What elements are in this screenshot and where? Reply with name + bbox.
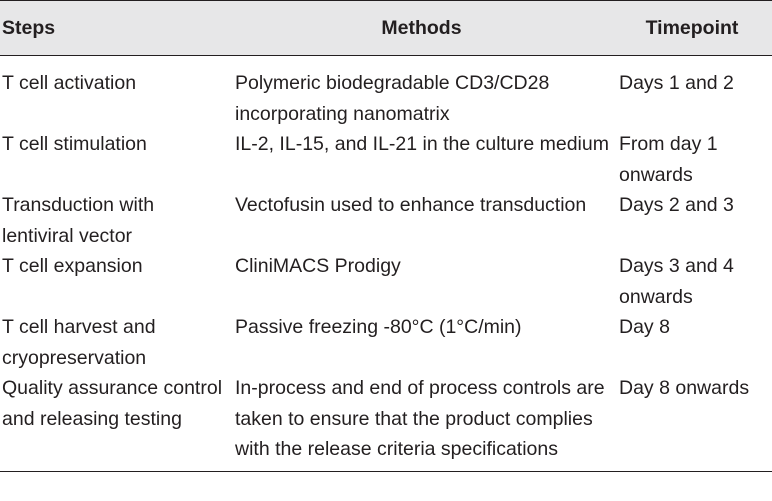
header-steps: Steps [0,1,227,56]
cell-timepoint: Day 8 onwards [616,373,772,471]
cell-methods: Polymeric biodegradable CD3/CD28 incorporating nanomatrix [235,72,550,125]
cell-methods: CliniMACS Prodigy [235,255,401,277]
cell-steps: T cell activation [2,72,137,94]
table-row [0,56,772,130]
table-row [0,190,772,251]
table-row [0,373,772,471]
cell-steps: T cell expansion [2,255,143,277]
cell-steps: T cell stimulation [2,133,147,155]
cell-methods: IL-2, IL-15, and IL-21 in the culture medium [235,133,609,155]
table-row [0,129,772,190]
table-row [0,312,772,373]
cell-methods: Vectofusin used to enhance transduction [235,194,587,216]
table-body [0,56,772,472]
table-row [0,251,772,312]
cell-timepoint: Days 2 and 3 [619,194,734,216]
cell-timepoint: Day 8 [619,316,670,338]
cell-methods: Passive freezing -80°C (1°C/min) [235,316,522,338]
cell-steps: Quality assurance control and releasing testing [0,373,227,471]
cell-methods: In-process and end of process controls are taken to ensure that the product complies with the release criteria specifications [227,373,616,471]
table-header [0,1,772,56]
cell-timepoint: Days 1 and 2 [619,72,734,94]
cell-timepoint: From day 1 onwards [619,133,718,186]
cell-steps: T cell harvest and cryopreservation [2,316,156,369]
cell-timepoint: Days 3 and 4 onwards [619,255,734,308]
header-timepoint: Timepoint [616,1,772,56]
header-methods: Methods [227,1,616,56]
cell-steps: Transduction with lentiviral vector [2,194,155,247]
header-row [0,1,772,56]
